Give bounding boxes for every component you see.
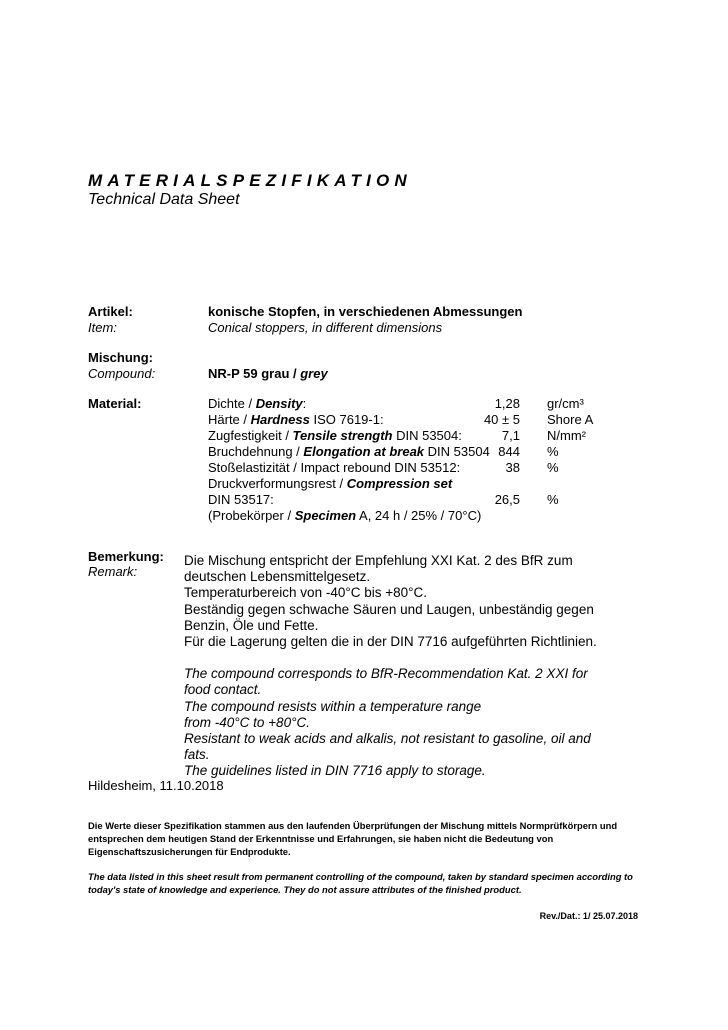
material-property-en: Specimen [294,508,357,523]
material-property-tail: DIN 53504: [392,428,462,443]
article-value: konische Stopfen, in verschiedenen Abmessungen [208,304,523,319]
footer-disclaimer-de: Die Werte dieser Spezifikation stammen aus den laufenden Überprüfungen der Mischung mittels Normprüfkörpern und entsprechen dem heutigen Stand der Erkenntnisse und Erfahrungen, sie haben nicht die Bedeutung von Eigenschaftszusicherungen für Endprodukte. [88,820,618,857]
material-property-de: DIN 53517: [208,492,274,507]
material-property-label [208,492,274,508]
remark-text [184,553,614,780]
material-property-en: Compression set [346,476,453,491]
remark-line: deutschen Lebensmittelgesetz. [184,569,371,585]
place-date: Hildesheim, 11.10.2018 [88,778,224,793]
material-label: Material: [88,396,142,411]
document-title: MATERIALSPEZIFIKATION [88,171,412,190]
material-property-value: 844 [498,444,520,459]
material-property-tail: DIN 53504 [424,444,490,459]
material-property-label [208,396,306,412]
remark-text-de [184,553,614,650]
remark-line: from -40°C to +80°C. [184,714,310,730]
material-property-label [208,460,460,476]
material-property-en: Tensile strength [292,428,393,443]
material-property-unit: % [547,492,559,507]
material-property-label [208,444,490,460]
material-property-label [208,508,481,524]
article-label: Artikel: [88,304,133,319]
remark-line: The guidelines listed in DIN 7716 apply to storage. [184,763,486,779]
remark-line: food contact. [184,682,262,698]
material-property-tail: ISO 7619-1: [309,412,384,427]
footer-disclaimer-en: The data listed in this sheet result from permanent controlling of the compound, taken by standard specimen according to today's state of knowledge and experience. They do not assure attributes of the finished product. [88,871,633,895]
remark-line: fats. [184,747,210,763]
material-property-value: 38 [505,460,520,475]
remark-label-en: Remark: [88,564,138,579]
material-property-de: Härte / [208,412,251,427]
remark-line: Resistant to weak acids and alkalis, not resistant to gasoline, oil and [184,731,591,747]
compound-value-en: grey [300,366,328,381]
material-property-en: Hardness [250,412,310,427]
material-property-label [208,428,462,444]
material-property-de: Bruchdehnung / [208,444,304,459]
compound-label-en: Compound: [88,366,156,381]
article-value-en: Conical stoppers, in different dimensions [208,320,443,335]
material-property-value: 40 ± 5 [483,412,520,427]
material-property-unit: % [547,444,559,459]
material-property-de: Zugfestigkeit / [208,428,293,443]
compound-label: Mischung: [88,350,153,365]
material-property-label [208,412,384,428]
material-property-de: Druckverformungsrest / [208,476,347,491]
material-property-value: 1,28 [494,396,520,411]
material-property-de: Dichte / [208,396,256,411]
material-property-label [208,476,452,492]
material-property-de: Stoßelastizität / Impact rebound DIN 53512: [208,460,461,475]
remark-line: Die Mischung entspricht der Empfehlung XXI Kat. 2 des BfR zum [184,553,573,568]
remark-line: The compound resists within a temperature range [184,698,482,714]
material-property-unit: gr/cm³ [547,396,584,411]
material-property-value: 26,5 [494,492,520,507]
remark-line: Benzin, Öle und Fette. [184,617,319,633]
material-property-unit: % [547,460,559,475]
material-property-en: Elongation at break [303,444,425,459]
compound-value-de: NR-P 59 grau / [208,366,301,381]
remark-line: Beständig gegen schwache Säuren und Laugen, unbeständig gegen [184,601,594,617]
material-property-tail: A, 24 h / 25% / 70°C) [356,508,482,523]
remark-line: The compound corresponds to BfR-Recommendation Kat. 2 XXI for [184,666,588,682]
remark-label: Bemerkung: [88,549,164,564]
material-property-value: 7,1 [501,428,520,443]
material-property-de: (Probekörper / [208,508,295,523]
compound-value [208,366,328,381]
remark-line: Für die Lagerung gelten die in der DIN 7716 aufgeführten Richtlinien. [184,634,597,650]
material-property-unit: Shore A [547,412,594,427]
document-subtitle: Technical Data Sheet [88,191,240,208]
article-label-en: Item: [88,320,117,335]
remark-line: Temperaturbereich von -40°C bis +80°C. [184,585,428,601]
revision-date: Rev./Dat.: 1/ 25.07.2018 [539,911,638,921]
material-property-en: Density [255,396,303,411]
material-property-unit: N/mm² [547,428,586,443]
remark-text-en [184,666,614,779]
material-property-tail: : [302,396,307,411]
